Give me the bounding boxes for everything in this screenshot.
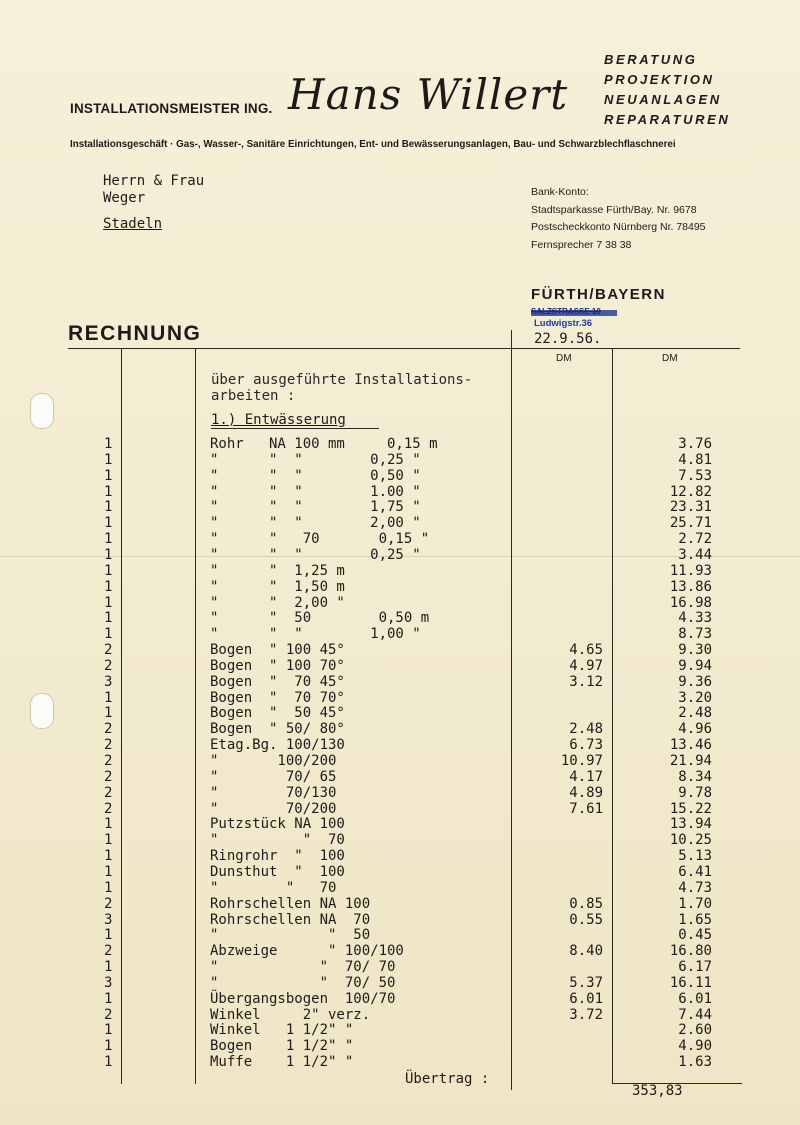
line-item-description: " " 70	[210, 832, 345, 849]
line-item-total: 23.31	[669, 499, 712, 516]
line-item-description: Winkel 2" verz.	[210, 1006, 371, 1023]
line-item-unit-price: 0.55	[569, 911, 603, 928]
line-item-description: Rohrschellen NA 70	[210, 911, 371, 928]
line-item-quantity: 2	[104, 1006, 113, 1023]
line-item-total: 6.01	[678, 990, 712, 1007]
line-item-total: 9.94	[678, 657, 712, 674]
line-item-quantity: 1	[104, 562, 113, 579]
line-item-quantity: 1	[104, 626, 113, 643]
recipient-city: Stadeln	[103, 216, 163, 232]
letterhead-title: INSTALLATIONSMEISTER ING.	[70, 101, 273, 116]
line-item-quantity: 1	[104, 863, 113, 880]
line-item-total: 16.98	[669, 594, 712, 611]
line-item-description: " 70/ 65	[210, 768, 337, 785]
line-item-unit-price: 4.89	[569, 784, 603, 801]
line-item-quantity: 3	[104, 974, 113, 991]
line-item-total: 7.53	[678, 467, 712, 484]
intro-line: arbeiten :	[211, 388, 296, 404]
line-item-total: 9.30	[678, 642, 712, 659]
line-item-description: Bogen " 70 70°	[210, 689, 345, 706]
line-item-unit-price: 8.40	[569, 943, 603, 960]
line-item-description: Bogen " 50/ 80°	[210, 721, 345, 738]
old-street-address: SALZSTRASSE 10	[531, 307, 601, 316]
line-item-description: " " " 1,75 "	[210, 499, 421, 516]
recipient-address	[103, 173, 204, 233]
services-list	[604, 50, 730, 130]
line-item-quantity: 1	[104, 499, 113, 516]
line-item-unit-price: 5.37	[569, 974, 603, 991]
line-item-description: " " 50	[210, 927, 371, 944]
line-item-total: 3.76	[678, 436, 712, 452]
table-top-rule	[68, 348, 740, 349]
line-item-quantity: 1	[104, 451, 113, 468]
punch-hole-bottom	[30, 693, 54, 729]
line-item-quantity: 1	[104, 515, 113, 532]
line-item-unit-price: 0.85	[569, 895, 603, 912]
line-item-description: " " " 0,25 "	[210, 451, 421, 468]
line-item-total: 1.63	[678, 1054, 712, 1071]
line-item-total: 13.94	[669, 816, 712, 833]
line-item-unit-price: 10.97	[560, 753, 603, 769]
punch-hole-top	[30, 393, 54, 429]
line-item-quantity: 1	[104, 689, 113, 706]
line-item-total: 2.72	[678, 531, 712, 548]
line-item-description: Bogen " 100 45°	[210, 642, 345, 659]
line-item-description: Winkel 1 1/2" "	[210, 1022, 354, 1039]
line-item-total: 4.73	[678, 879, 712, 896]
line-item-description: " " " 2,00 "	[210, 515, 421, 532]
line-item-quantity: 1	[104, 1038, 113, 1055]
line-item-total: 2.48	[678, 705, 712, 722]
line-item-total: 21.94	[669, 753, 712, 769]
line-item-quantity: 2	[104, 768, 113, 785]
line-item-description: " " " 1,00 "	[210, 626, 421, 643]
column-divider-qty	[121, 348, 122, 1084]
line-item-unit-price: 7.61	[569, 800, 603, 817]
line-item-description: Muffe 1 1/2" "	[210, 1054, 354, 1071]
line-item-quantity: 2	[104, 943, 113, 960]
service-item: BERATUNG	[604, 52, 698, 67]
line-item-total: 6.41	[678, 863, 712, 880]
line-item-description: " " 1,50 m	[210, 578, 345, 595]
line-item-description: Etag.Bg. 100/130	[210, 737, 345, 754]
line-item-description: Rohr NA 100 mm 0,15 m	[210, 436, 438, 452]
line-item-total: 4.33	[678, 610, 712, 627]
service-item: REPARATUREN	[604, 112, 731, 127]
line-item-total: 12.82	[669, 483, 712, 500]
line-item-quantity: 1	[104, 578, 113, 595]
line-item-total: 2.60	[678, 1022, 712, 1039]
invoice-title: RECHNUNG	[68, 322, 202, 345]
line-item-quantity: 1	[104, 467, 113, 484]
line-item-description: Bogen " 50 45°	[210, 705, 345, 722]
recipient-name: Weger	[103, 190, 146, 206]
firm-name: Hans Willert	[288, 70, 569, 119]
line-item-quantity: 1	[104, 848, 113, 865]
line-item-total: 8.34	[678, 768, 712, 785]
line-item-total: 5.13	[678, 848, 712, 865]
line-item-quantity: 1	[104, 594, 113, 611]
line-item-unit-price: 4.65	[569, 642, 603, 659]
invoice-intro	[211, 372, 472, 404]
line-item-description: Bogen " 100 70°	[210, 657, 345, 674]
firm-city: FÜRTH/BAYERN	[531, 286, 666, 303]
line-item-quantity: 2	[104, 800, 113, 817]
bank-label: Bank-Konto:	[531, 186, 589, 198]
line-item-quantity: 1	[104, 546, 113, 563]
line-item-total: 13.86	[669, 578, 712, 595]
line-item-description: Putzstück NA 100	[210, 816, 345, 833]
line-item-description: Abzweige " 100/100	[210, 943, 404, 960]
line-item-description: " " 2,00 "	[210, 594, 345, 611]
line-item-description: " " " 0,50 "	[210, 467, 421, 484]
bank-details	[531, 184, 706, 254]
line-item-total: 8.73	[678, 626, 712, 643]
carry-over-total: 353,83	[632, 1083, 683, 1099]
line-item-description: Bogen 1 1/2" "	[210, 1038, 354, 1055]
line-item-quantity: 2	[104, 895, 113, 912]
line-item-quantity: 1	[104, 1022, 113, 1039]
line-item-total: 1.70	[678, 895, 712, 912]
line-item-quantity: 1	[104, 927, 113, 944]
new-street-stamp: Ludwigstr.36	[534, 318, 593, 329]
line-item-total: 4.96	[678, 721, 712, 738]
line-item-quantity: 1	[104, 1054, 113, 1071]
line-item-description: " " " 1.00 "	[210, 483, 421, 500]
bank-account: Stadtsparkasse Fürth/Bay. Nr. 9678	[531, 203, 697, 216]
line-item-quantity: 2	[104, 784, 113, 801]
line-item-total: 16.11	[669, 974, 712, 991]
line-item-description: Übergangsbogen 100/70	[210, 990, 396, 1007]
line-item-total: 4.90	[678, 1038, 712, 1055]
line-item-total: 25.71	[669, 515, 712, 532]
line-item-quantity: 1	[104, 959, 113, 976]
line-item-total: 9.78	[678, 784, 712, 801]
line-item-description: " " 70/ 50	[210, 974, 396, 991]
line-item-unit-price: 4.17	[569, 768, 603, 785]
line-item-quantity: 1	[104, 990, 113, 1007]
line-item-quantity: 1	[104, 705, 113, 722]
line-item-quantity: 2	[104, 737, 113, 754]
line-item-description: " " " 0,25 "	[210, 546, 421, 563]
column-divider-desc	[195, 348, 196, 1084]
line-item-description: Bogen " 70 45°	[210, 673, 345, 690]
line-item-description: " 70/200	[210, 800, 337, 817]
line-item-description: Ringrohr " 100	[210, 848, 345, 865]
line-item-total: 7.44	[678, 1006, 712, 1023]
line-item-quantity: 1	[104, 879, 113, 896]
line-item-total: 3.20	[678, 689, 712, 706]
line-item-unit-price: 3.72	[569, 1006, 603, 1023]
line-item-description: " " 1,25 m	[210, 562, 345, 579]
line-item-quantity: 1	[104, 816, 113, 833]
column-divider-unit	[511, 330, 512, 1090]
line-item-total: 10.25	[669, 832, 712, 849]
line-item-total: 0.45	[678, 927, 712, 944]
line-item-unit-price: 3.12	[569, 673, 603, 690]
line-item-description: Rohrschellen NA 100	[210, 895, 371, 912]
section-heading: 1.) Entwässerung	[211, 412, 346, 428]
line-item-quantity: 1	[104, 483, 113, 500]
section-underline	[211, 428, 379, 429]
phone-number: Fernsprecher 7 38 38	[531, 238, 632, 251]
line-item-unit-price: 6.73	[569, 737, 603, 754]
line-item-quantity: 2	[104, 721, 113, 738]
line-item-total: 11.93	[669, 562, 712, 579]
line-item-total: 16.80	[669, 943, 712, 960]
line-item-total: 1.65	[678, 911, 712, 928]
line-item-total: 6.17	[678, 959, 712, 976]
line-item-total: 4.81	[678, 451, 712, 468]
line-item-total: 15.22	[669, 800, 712, 817]
line-item-quantity: 1	[104, 436, 113, 452]
line-item-description: " 70/130	[210, 784, 337, 801]
invoice-date: 22.9.56.	[534, 331, 602, 347]
trade-description: Installationsgeschäft · Gas-, Wasser-, Sanitäre Einrichtungen, Ent- und Bewässerungsanlagen, Bau- und Schwarzblechflaschnerei	[70, 139, 676, 150]
line-item-quantity: 2	[104, 642, 113, 659]
line-item-quantity: 1	[104, 832, 113, 849]
column-divider-total	[612, 348, 613, 1083]
unit-price-header: DM	[556, 353, 572, 364]
intro-line: über ausgeführte Installations-	[211, 372, 473, 388]
recipient-salutation: Herrn & Frau	[103, 173, 205, 189]
line-item-description: " " 70	[210, 879, 337, 896]
line-item-quantity: 3	[104, 911, 113, 928]
line-item-unit-price: 2.48	[569, 721, 603, 738]
line-item-description: " 100/200	[210, 753, 337, 769]
total-header: DM	[662, 353, 678, 364]
line-item-quantity: 1	[104, 610, 113, 627]
line-item-total: 13.46	[669, 737, 712, 754]
line-item-unit-price: 6.01	[569, 990, 603, 1007]
line-item-description: " " 50 0,50 m	[210, 610, 430, 627]
line-item-unit-price: 4.97	[569, 657, 603, 674]
line-item-quantity: 2	[104, 753, 113, 769]
line-item-quantity: 2	[104, 657, 113, 674]
postal-account: Postscheckkonto Nürnberg Nr. 78495	[531, 221, 706, 233]
line-item-description: " " 70 0,15 "	[210, 531, 430, 548]
carry-over-label: Übertrag :	[405, 1071, 490, 1087]
line-item-total: 9.36	[678, 673, 712, 690]
line-item-quantity: 3	[104, 673, 113, 690]
service-item: NEUANLAGEN	[604, 92, 722, 107]
line-item-total: 3.44	[678, 546, 712, 563]
service-item: PROJEKTION	[604, 72, 715, 87]
line-item-quantity: 1	[104, 531, 113, 548]
line-item-description: Dunsthut " 100	[210, 863, 345, 880]
line-item-description: " " 70/ 70	[210, 959, 396, 976]
